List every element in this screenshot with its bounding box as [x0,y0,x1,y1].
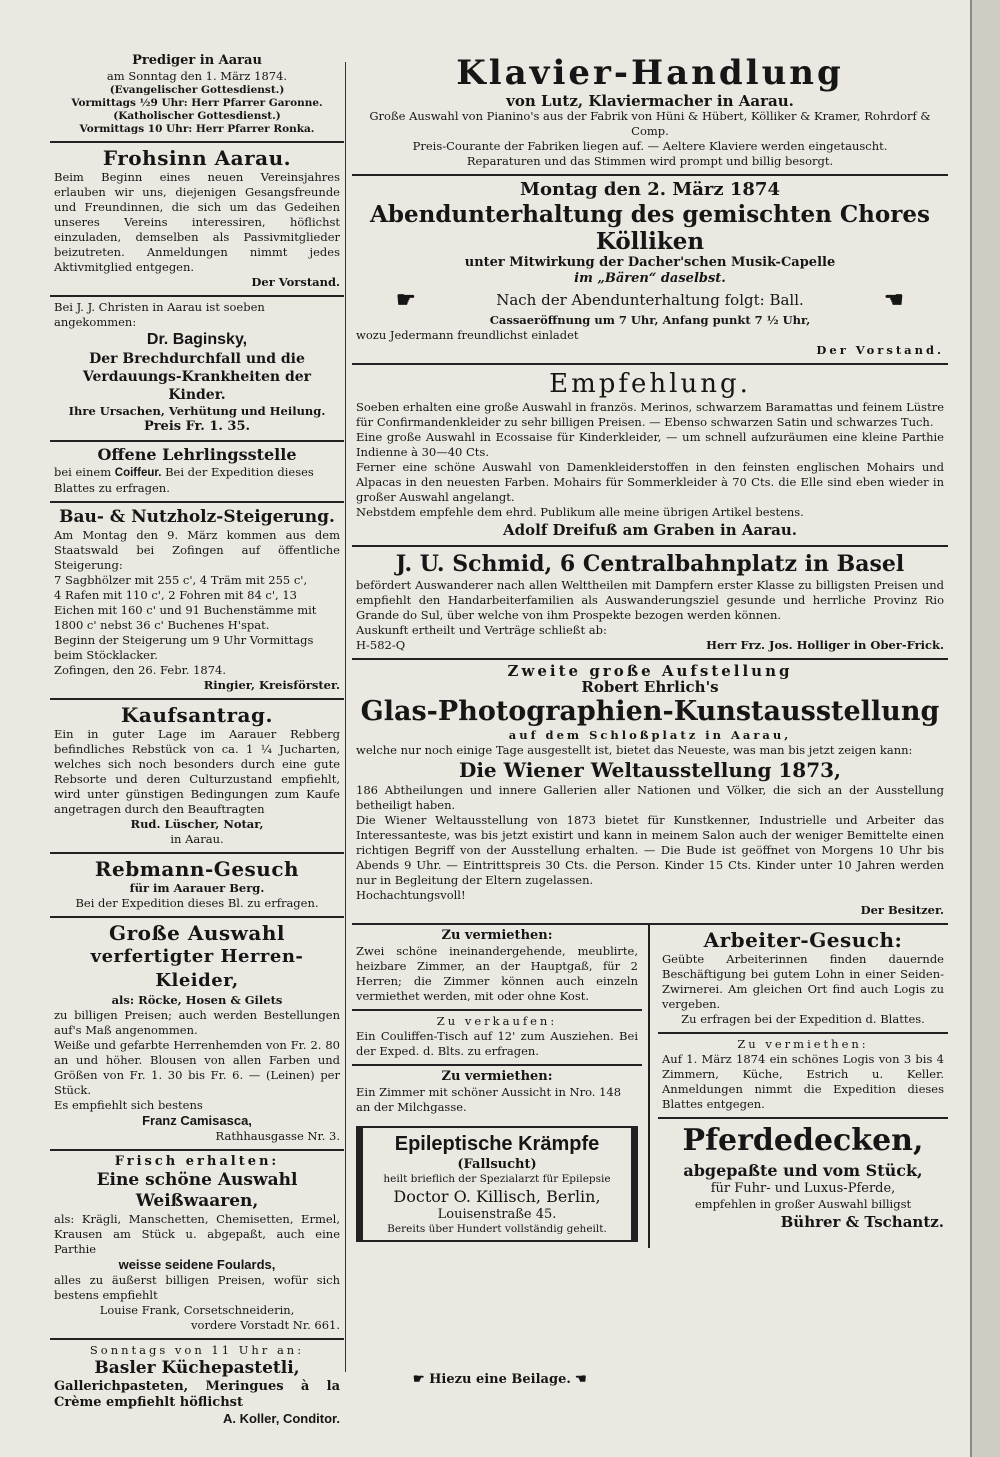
schmid-l2: Auskunft ertheilt und Verträge schließt ab: [356,623,607,637]
koller-body: Gallerichpasteten, Meringues à la Crème empfiehlt höflichst [54,1379,340,1410]
kleider-body: zu billigen Preisen; auch werden Bestellungen auf's Maß angenommen. [54,1008,340,1037]
ad-herren-kleider [50,918,344,1151]
pointing-hand-left-icon: ☛ [884,287,904,313]
abend-l2: im „Bären“ daselbst. [574,271,726,286]
arbeiter-l2: Zu erfragen bei der Expedition d. Blattes. [681,1012,925,1026]
schmid-title: J. U. Schmid, 6 Centralbahnplatz in Basel [395,551,905,577]
abend-title: Abendunterhaltung des gemischten Chores Kölliken [370,201,930,255]
pferde-sign: Bührer & Tschantz. [780,1213,944,1231]
pferde-l1: für Fuhr- und Luxus-Pferde, [710,1181,896,1196]
christen-book-title: Der Brechdurchfall und die Verdauungs-Krankheiten der Kinder. [82,351,312,403]
steigerung-l3: Eichen mit 160 c' und 91 Buchenstämme mit [54,603,317,617]
empf-sign: Adolf Dreifuß am Graben in Aarau. [503,521,797,539]
arbeiter-body: Geübte Arbeiterinnen finden dauernde Beschäftigung bei gutem Lohn in einer Seiden-Zwirnerei. Am gleichen Ort find auch Logis zu vergeben. [662,952,944,1011]
page-edge [970,0,1000,1457]
frohsinn-sign: Der Vorstand. [251,275,340,289]
ad-kaufsantrag [50,700,344,854]
pferde-title: Pferdedecken, [682,1123,924,1158]
abend-l5: wozu Jedermann freundlichst einladet [356,328,579,342]
klavier-l2: Preis-Courante der Fabriken liegen auf. — Aeltere Klaviere werden eingetauscht. [412,139,888,153]
ad-epilepsie [356,1126,638,1242]
ad-frohsinn [50,143,344,297]
vermiethen3-body: Auf 1. März 1874 ein schönes Logis von 3 bis 4 Zimmern, Küche, Estrich u. Keller. Anmeldungen nimmt die Expedition dieses Blattes entgegen. [662,1052,944,1111]
glas-author: Robert Ehrlich's [581,678,719,696]
pointing-hand-right-icon: ☛ [396,287,416,313]
column-rule [345,62,346,1372]
steigerung-l2: 4 Rafen mit 110 c', 2 Fohren mit 84 c', 13 [54,588,297,602]
ad-vermiethen-2 [352,1066,642,1120]
lehrling-coiffeur: Coiffeur. [114,467,162,479]
kleider-title2: verfertigter Herren-Kleider, [90,946,304,991]
epilepsie-title: Epileptische Krämpfe [394,1133,600,1155]
lehrling-body1: bei einem [54,465,112,479]
arbeiter-title: Arbeiter-Gesuch: [703,928,903,952]
ad-weisswaaren [50,1151,344,1340]
frohsinn-body: Beim Beginn eines neuen Vereinsjahres erlauben wir uns, diejenigen Gesangsfreunde und Freundinnen, die sich um das Gedeihen unseres Vereins interessiren, höflichst einzuladen, demselben als Passivmitglieder beizutreten. Anmeldungen nimmt jedes Aktivmitglied entgegen. [54,170,340,274]
koller-sign: A. Koller, Conditor. [222,1411,340,1426]
glas-l1: welche nur noch einige Tage ausgestellt ist, bietet das Neueste, was man bis jetzt zeigen kann: [356,743,913,757]
ad-koller [50,1340,344,1432]
kleider-addr: Rathhausgasse Nr. 3. [215,1129,340,1143]
klavier-title: Klavier-Handlung [456,53,844,93]
steigerung-l1: 7 Sagbhölzer mit 255 c', 4 Träm mit 255 c', [54,573,308,587]
schmid-code: H-582-Q [356,638,406,652]
rebmann-sub: für im Aarauer Berg. [129,881,265,895]
christen-price: Preis Fr. 1. 35. [143,419,251,434]
kauf-sign: Rud. Lüscher, Notar, [130,817,264,831]
vermiethen2-title: Zu vermiethen: [441,1069,553,1084]
kleider-title1: Große Auswahl [109,921,285,945]
pferde-sub: abgepaßte und vom Stück, [683,1161,923,1180]
weiss-title: Eine schöne Auswahl Weißwaaren, [96,1170,298,1211]
epilepsie-l1: heilt brieflich der Spezialarzt für Epilepsie [383,1173,611,1185]
rebmann-body: Bei der Expedition dieses Bl. zu erfragen. [75,896,319,910]
klavier-sub: von Lutz, Klaviermacher in Aarau. [506,92,794,110]
bottom-two-columns [352,925,948,1248]
ad-glas-photographien [352,660,948,925]
pointing-hand-footer-right-icon: ☛ [412,1372,425,1387]
right-column [352,50,948,1248]
ad-steigerung [50,503,344,700]
pferde-l2: empfehlen in großer Auswahl billigst [694,1197,912,1211]
vermiethen3-title: Zu vermiethen: [737,1037,869,1051]
glas-headline: Die Wiener Weltausstellung 1873, [458,758,842,782]
glas-sign: Der Besitzer. [860,903,944,917]
kauf-place: in Aarau. [170,832,224,846]
lehrling-title: Offene Lehrlingsstelle [97,445,297,464]
prediger-line1: am Sonntag den 1. März 1874. [106,69,288,83]
steigerung-intro: Am Montag den 9. März kommen aus dem Staatswald bei Zofingen auf öffentliche Steigerung: [54,528,340,572]
weiss-kicker: Frisch erhalten: [114,1154,280,1169]
prediger-line5: Vormittags 10 Uhr: Herr Pfarrer Ronka. [79,123,315,135]
klavier-l1: Große Auswahl von Pianino's aus der Fabrik von Hüni & Hübert, Kölliker & Kramer, Rohrdorf & Comp. [369,109,931,138]
kleider-body2: Weiße und gefarbte Herrenhemden von Fr. 2. 80 an und höher. Blousen von allen Farben und Größen von Fr. 1. 30 bis Fr. 6. — (Leinen) per Stück. [54,1038,340,1097]
kauf-body: Ein in guter Lage im Aarauer Rebberg befindliches Rebstück von ca. 1 ¼ Jucharten, welches sich noch besonders durch eine gute Rebsorte und deren Culturzustand empfiehlt, wird unter günstigen Bedingungen zum Kaufe angetragen durch den Beauftragten [54,727,340,816]
ad-prediger [50,50,344,143]
empf-title: Empfehlung. [549,369,751,399]
christen-intro: Bei J. J. Christen in Aarau ist soeben angekommen: [54,300,265,329]
vermiethen1-title: Zu vermiethen: [441,928,553,943]
prediger-line3: Vormittags ½9 Uhr: Herr Pfarrer Garonne. [71,97,323,109]
epilepsie-doctor: Doctor O. Killisch, Berlin, [393,1187,601,1206]
empf-p2: Eine große Auswahl in Ecossaise für Kinderkleider, — um schnell aufzuräumen eine kleine Parthie Indienne à 30—40 Cts. [356,430,944,459]
empf-p4: Nebstdem empfehle dem ehrd. Publikum alle meine übrigen Artikel bestens. [356,505,804,519]
ad-rebmann [50,854,344,918]
weiss-bold: weisse seidene Foulards, [118,1257,276,1272]
prediger-line4: (Katholischer Gottesdienst.) [113,110,281,122]
christen-author: Dr. Baginsky, [146,331,248,348]
ad-klavier [352,50,948,176]
weiss-body2: alles zu äußerst billigen Preisen, wofür sich bestens empfiehlt [54,1273,340,1302]
steigerung-start: Beginn der Steigerung um 9 Uhr Vormittags beim Stöcklacker. [54,633,314,662]
frohsinn-title: Frohsinn Aarau. [102,146,292,170]
schmid-agent: Herr Frz. Jos. Holliger in Ober-Frick. [706,638,944,652]
steigerung-l4: 1800 c' nebst 36 c' Buchenes H'spat. [54,618,270,632]
abend-date: Montag den 2. März 1874 [520,179,780,200]
abend-l3: Nach der Abendunterhaltung folgt: Ball. [496,291,804,309]
epilepsie-addr: Louisenstraße 45. [437,1207,557,1222]
koller-kicker: Sonntags von 11 Uhr an: [89,1343,305,1357]
glas-p2: Die Wiener Weltausstellung von 1873 bietet für Kunstkenner, Industrielle und Arbeiter das Interessanteste, was bis jetzt existirt und kann in meinem Salon auch der weniger Bemittelte einen richtigen Begriff von der Ausstellung erhalten. — Die Bude ist geöffnet von Morgens 10 Uhr bis Abends 9 Uhr. — Eintrittspreis 30 Cts. die Person. Kinder 15 Cts. Kinder unter 10 Jahren werden nur in Begleitung der Eltern zugelassen. [356,813,944,887]
epilepsie-sub: (Fallsucht) [457,1157,537,1172]
ad-verkaufen [352,1011,642,1066]
pointing-hand-footer-left-icon: ☛ [575,1372,588,1387]
empf-p3: Ferner eine schöne Auswahl von Damenkleiderstoffen in den feinsten englischen Mohairs und Alpacas in den neuesten Farben. Mohairs für Sommerkleider à 70 Cts. die Elle sind eben wieder in großer Auswahl angelangt. [356,460,944,504]
abend-l1: unter Mitwirkung der Dacher'schen Musik-Capelle [464,255,836,270]
ad-empfehlung [352,365,948,547]
rebmann-title: Rebmann-Gesuch [94,857,300,881]
bottom-left-subcolumn [352,925,650,1248]
empf-p1: Soeben erhalten eine große Auswahl in französ. Merinos, schwarzem Baramattas und feinem Lüstre für Confirmandenkleider zu sehr billigen Preisen. — Ebenso schwarzen Satin und schwarzes Tuch. [356,400,944,429]
steigerung-date: Zofingen, den 26. Febr. 1874. [54,663,227,677]
glas-title: Glas-Photographien-Kunstausstellung [360,696,940,727]
abend-l4: Cassaeröffnung um 7 Uhr, Anfang punkt 7 ½ Uhr, [489,313,811,327]
glas-p1: 186 Abtheilungen und innere Gallerien aller Nationen und Völker, die sich an der Ausstellung betheiligt haben. [356,783,944,812]
glas-greet: Hochachtungsvoll! [356,888,466,902]
koller-title: Basler Küchepastetli, [94,1358,300,1378]
vermiethen1-body: Zwei schöne ineinandergehende, meublirte, heizbare Zimmer, an der Hauptgaß, für 2 Herren; die Zimmer können auch einzeln vermiethet werden, mit oder ohne Kost. [356,944,638,1003]
ad-vermiethen-1 [352,925,642,1011]
abend-sign: Der Vorstand. [816,343,944,357]
glas-place: auf dem Schloßplatz in Aarau, [508,728,792,742]
kleider-sign: Franz Camisasca, [142,1113,252,1128]
verkaufen-title: Zu verkaufen: [436,1014,558,1028]
footer-note [360,1372,640,1387]
schmid-body: befördert Auswanderer nach allen Welttheilen mit Dampfern erster Klasse zu billigsten Preisen und empfiehlt den Handarbeiterfamilien als Auswanderungsziel gesunde und herrliche Provinz Rio Grande do Sul, über welche von ihm Prospekte bezogen werden können. [356,578,944,622]
ad-pferdedecken [658,1119,948,1237]
glas-kicker: Zweite große Aufstellung [507,662,793,680]
prediger-line2: (Evangelischer Gottesdienst.) [109,84,285,96]
footer-text: Hiezu eine Beilage. [429,1372,571,1387]
ad-christen [50,297,344,442]
ad-schmid [352,547,948,660]
steigerung-sign: Ringier, Kreisförster. [203,678,340,692]
left-column [50,50,344,1432]
ad-abendunterhaltung [352,176,948,365]
lehrling-body2: Bei der Expedition dieses Blattes zu erfragen. [54,465,314,495]
weiss-body: als: Krägli, Manschetten, Chemisetten, Ermel, Krausen am Stück u. abgepaßt, auch eine Parthie [54,1212,340,1256]
epilepsie-l2: Bereits über Hundert vollständig geheilt. [387,1223,607,1235]
kleider-rec: Es empfiehlt sich bestens [54,1098,203,1112]
weiss-addr: vordere Vorstadt Nr. 661. [191,1318,340,1332]
klavier-l3: Reparaturen und das Stimmen wird prompt und billig besorgt. [466,154,834,168]
bottom-right-subcolumn [650,925,948,1248]
verkaufen-body: Ein Couliffen-Tisch auf 12' zum Ausziehen. Bei der Exped. d. Blts. zu erfragen. [356,1029,638,1058]
steigerung-title: Bau- & Nutzholz-Steigerung. [59,507,335,527]
prediger-title: Prediger in Aarau [132,53,262,68]
vermiethen2-body: Ein Zimmer mit schöner Aussicht in Nro. 148 an der Milchgasse. [356,1085,622,1114]
weiss-sign: Louise Frank, Corsetschneiderin, [99,1303,295,1317]
ad-arbeiter-gesuch [658,925,948,1034]
ad-lehrling [50,442,344,503]
kleider-l1: als: Röcke, Hosen & Gilets [111,993,283,1007]
kauf-title: Kaufsantrag. [121,703,273,727]
christen-sub: Ihre Ursachen, Verhütung und Heilung. [68,404,326,418]
ad-vermiethen-3 [658,1034,948,1119]
